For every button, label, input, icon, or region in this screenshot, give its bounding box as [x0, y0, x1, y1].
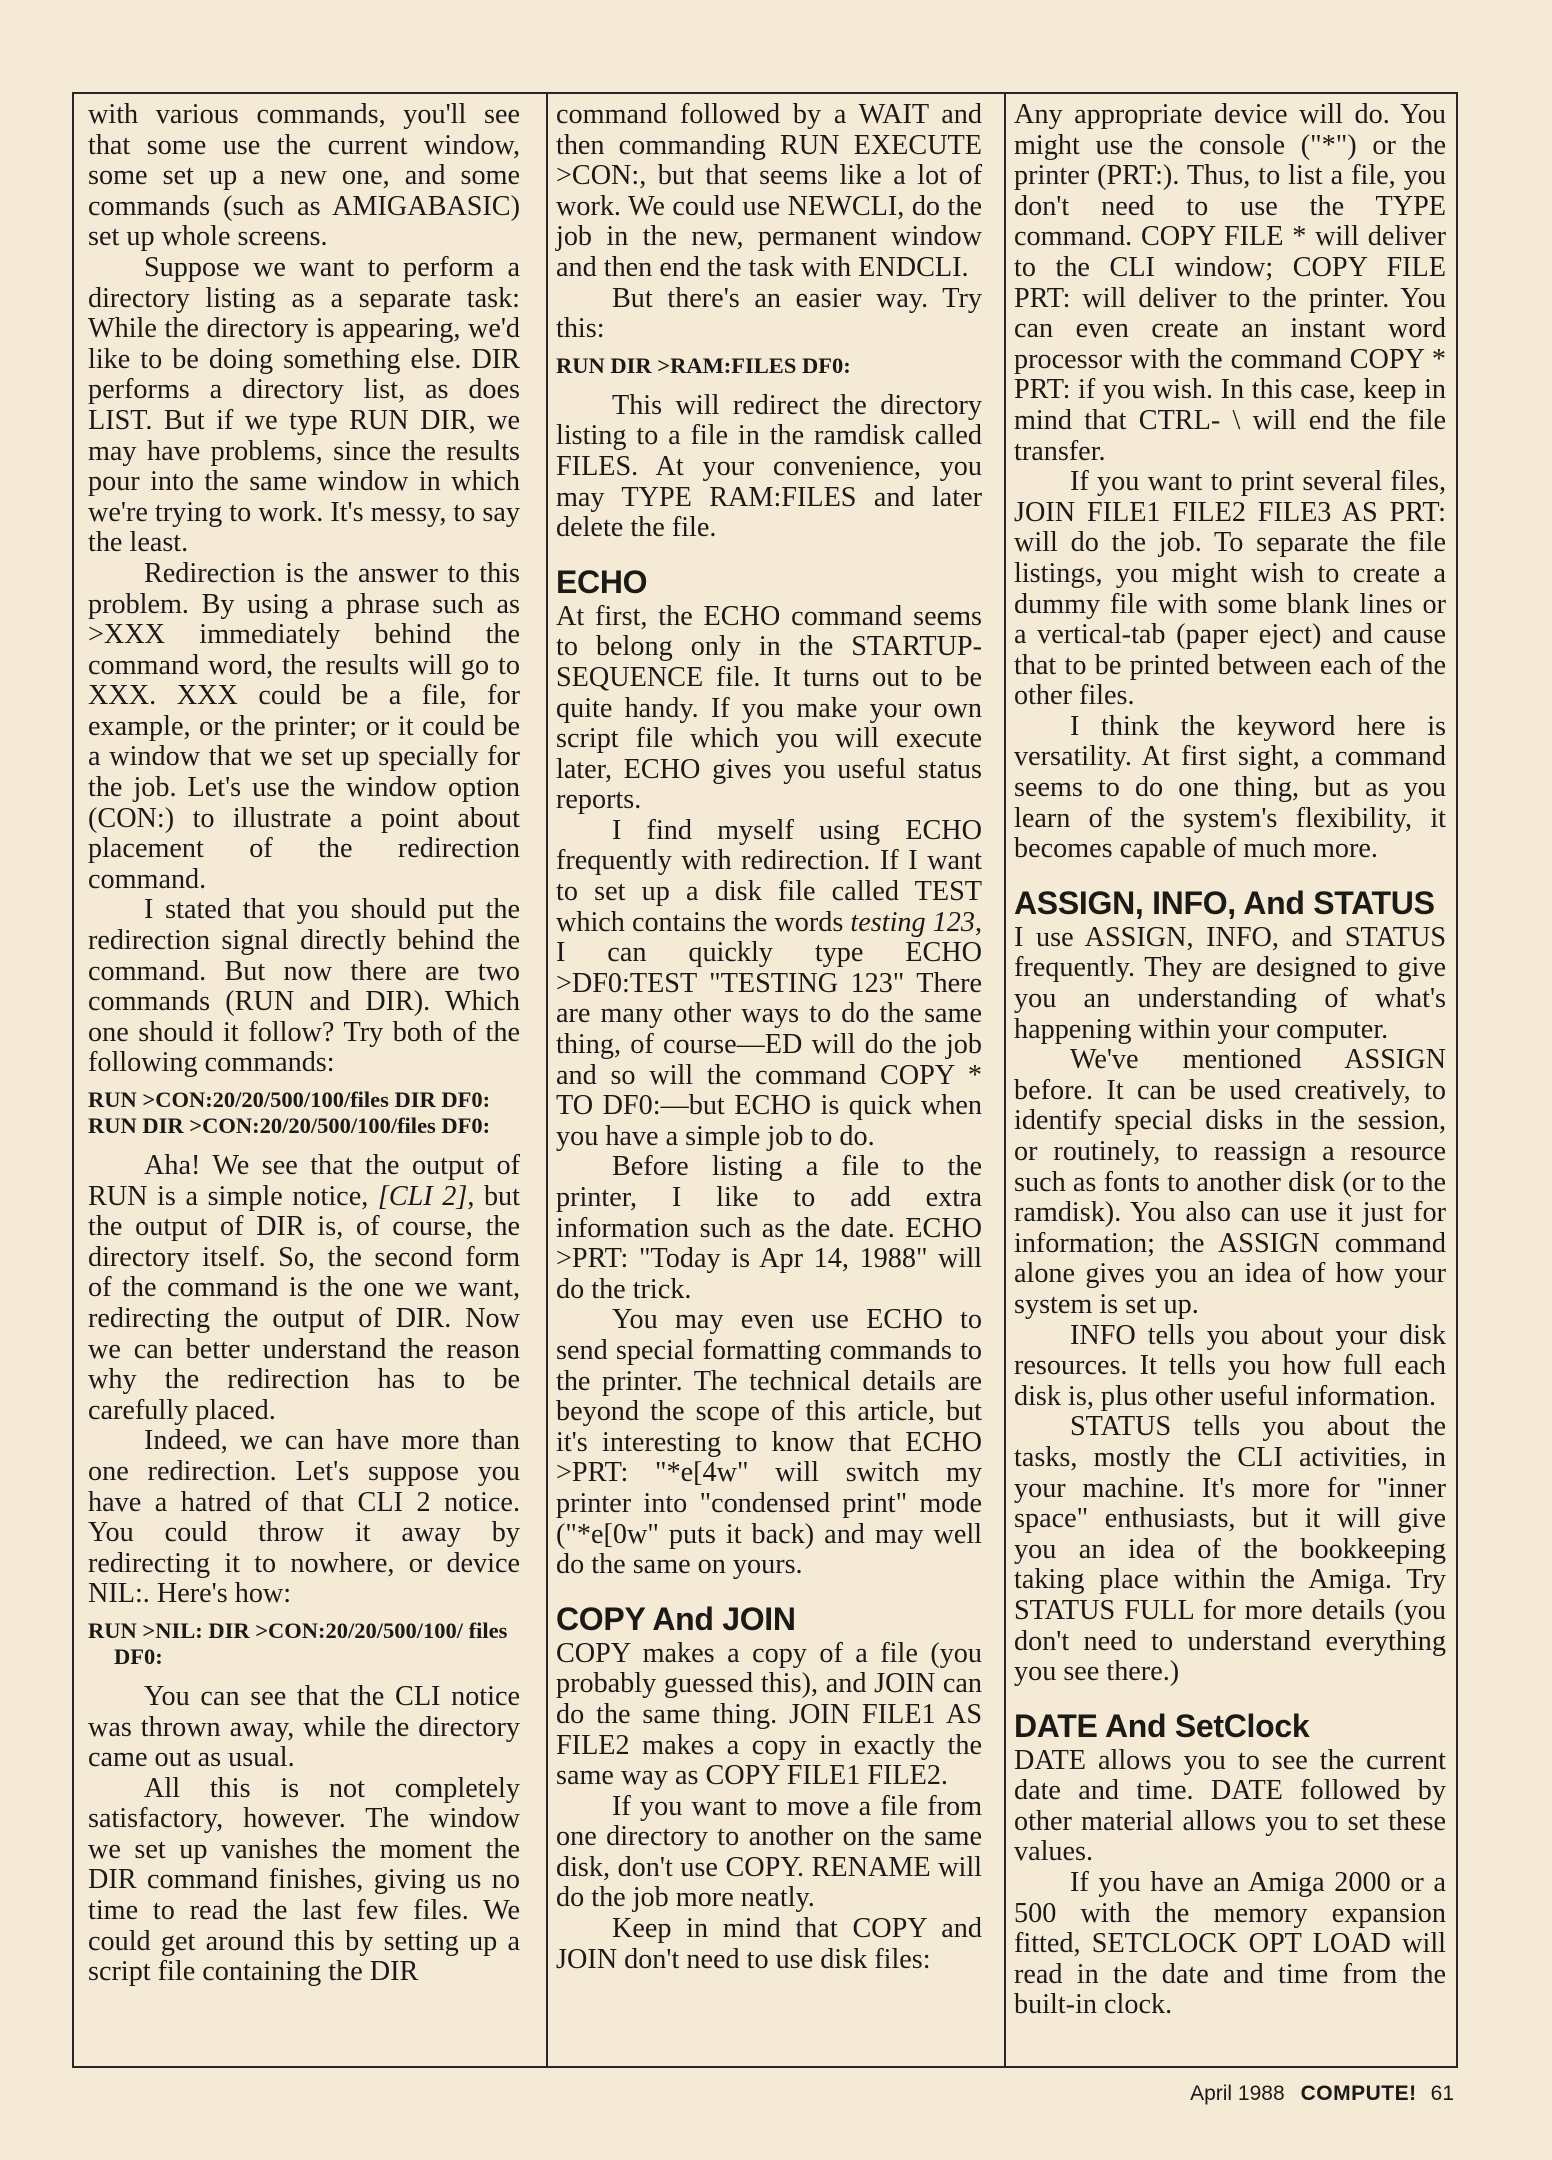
paragraph: If you have an Amiga 2000 or a 500 with the memory expansion fitted, SETCLOCK OPT LOAD will read in the date and time from the built-in clock. [1014, 1867, 1446, 2021]
code-block [88, 1087, 520, 1139]
paragraph: STATUS tells you about the tasks, mostly the CLI activities, in your machine. It's more for "inner space" enthusiasts, but it will give you an idea of the bookkeeping taking place within the Amiga. Try STATUS FULL for more details (you don't need to understand everything you see there.) [1014, 1411, 1446, 1688]
paragraph: command followed by a WAIT and then commanding RUN EXECUTE >CON:, but that seems like a lot of work. We could use NEWCLI, do the job in the new, permanent window and then end the task with ENDCLI. [556, 99, 982, 283]
code-line: RUN DIR >CON:20/20/500/100/files DF0: [88, 1113, 491, 1138]
column-1 [88, 100, 520, 1988]
section-heading-echo: ECHO [556, 563, 648, 600]
section-heading-assign: ASSIGN, INFO, And STATUS [1014, 884, 1435, 921]
text-run: Aha! We see that the output of RUN is a simple notice, [88, 1150, 520, 1212]
code-block [88, 1618, 520, 1670]
paragraph: COPY makes a copy of a file (you probably guessed this), and JOIN can do the same thing. JOIN FILE1 AS FILE2 makes a copy in exactly the same way as COPY FILE1 FILE2. [556, 1637, 982, 1792]
text-run: , but the output of DIR is, of course, the directory itself. So, the second form of the command is the one we want, redirecting the output of DIR. Now we can better understand the reason why the redirection has to be carefully placed. [88, 1180, 520, 1426]
text-run: , I can quickly type ECHO >DF0:TEST "TESTING 123" There are many other ways to do the same thing, of course—ED will do the job and so will the command COPY * TO DF0:—but ECHO is quick when you have a simple job to do. [556, 906, 982, 1152]
paragraph: I think the keyword here is versatility. At first sight, a command seems to do one thing, but as you learn of the system's flexibility, it becomes capable of much more. [1014, 710, 1446, 865]
column-3 [1014, 100, 1446, 2021]
paragraph: If you want to print several files, JOIN FILE1 FILE2 FILE3 AS PRT: will do the job. To separate the file listings, you might wish to create a dummy file with some blank lines or a vertical-tab (paper eject) and cause that to be printed between each of the other files. [1014, 466, 1446, 712]
code-line: RUN >NIL: DIR >CON:20/20/500/100/ files DF0: [88, 1617, 508, 1669]
column-divider [546, 92, 548, 2068]
paragraph: We've mentioned ASSIGN before. It can be used creatively, to identify special disks in the session, or routinely, to reassign a resource such as fonts to another disk (or to the ramdisk). You also can use it just for information; the ASSIGN command alone gives you an idea of how your system is set up. [1014, 1044, 1446, 1320]
page-footer [1190, 2082, 1454, 2106]
paragraph: with various commands, you'll see that some use the current window, some set up a new one, and some commands (such as AMIGABASIC) set up whole screens. [88, 99, 520, 253]
issue-date: April 1988 [1190, 2082, 1285, 2105]
paragraph [88, 1151, 520, 1426]
page-number: 61 [1430, 2082, 1454, 2105]
code-block [556, 353, 982, 379]
paragraph: Any appropriate device will do. You might use the console ("*") or the printer (PRT:). Thus, to list a file, you don't need to use the TYPE command. COPY FILE * will deliver to the CLI window; COPY FILE PRT: will deliver to the printer. You can even create an instant word processor with the command COPY * PRT: if you wish. In this case, keep in mind that CTRL- \ will end the file transfer. [1014, 99, 1446, 467]
paragraph: You can see that the CLI notice was thrown away, while the directory came out as usual. [88, 1680, 520, 1774]
paragraph: You may even use ECHO to send special formatting commands to the printer. The technical details are beyond the scope of this article, but it's interesting to know that ECHO >PRT: "*e[4w" will switch my printer into "condensed print" mode ("*e[0w" puts it back) and may well do the same on yours. [556, 1304, 982, 1581]
code-line: RUN DIR >RAM:FILES DF0: [556, 352, 851, 378]
paragraph: This will redirect the directory listing to a file in the ramdisk called FILES. At your convenience, you may TYPE RAM:FILES and later delete the file. [556, 389, 982, 544]
section-heading-date: DATE And SetClock [1014, 1707, 1310, 1744]
paragraph: If you want to move a file from one directory to another on the same disk, don't use COPY. RENAME will do the job more neatly. [556, 1790, 982, 1914]
paragraph: Before listing a file to the printer, I like to add extra information such as the date. ECHO >PRT: "Today is Apr 14, 1988" will do the trick. [556, 1151, 982, 1305]
paragraph: At first, the ECHO command seems to belong only in the STARTUP-SEQUENCE file. It turns out to be quite handy. If you make your own script file which you will execute later, ECHO gives you useful status reports. [556, 600, 982, 816]
column-divider [1004, 92, 1006, 2068]
paragraph: But there's an easier way. Try this: [556, 282, 982, 345]
column-2 [556, 100, 982, 1975]
paragraph: I use ASSIGN, INFO, and STATUS frequently. They are designed to give you an understanding of what's happening within your computer. [1014, 921, 1446, 1045]
magazine-name: COMPUTE! [1300, 2082, 1417, 2105]
cli-notice: [CLI 2] [377, 1180, 468, 1212]
section-heading-copy-join: COPY And JOIN [556, 1600, 796, 1637]
paragraph: Suppose we want to perform a directory listing as a separate task: While the directory is appearing, we'd like to be doing something else. DIR performs a directory list, as does LIST. But if we type RUN DIR, we may have problems, since the results pour into the same window in which we're trying to work. It's messy, to say the least. [88, 251, 520, 559]
italic-text: testing 123 [850, 906, 975, 938]
paragraph: Indeed, we can have more than one redirection. Let's suppose you have a hatred of that CLI 2 notice. You could throw it away by redirecting it to nowhere, or device NIL:. Here's how: [88, 1425, 520, 1610]
text-run: I find myself using ECHO frequently with redirection. If I want to set up a disk file called TEST which contains the words [556, 814, 982, 938]
code-line: RUN >CON:20/20/500/100/files DIR DF0: [88, 1087, 491, 1112]
paragraph: DATE allows you to see the current date and time. DATE followed by other material allows you to set these values. [1014, 1744, 1446, 1868]
paragraph: Keep in mind that COPY and JOIN don't need to use disk files: [556, 1913, 982, 1975]
paragraph: Redirection is the answer to this problem. By using a phrase such as >XXX immediately behind the command word, the results will go to XXX. XXX could be a file, for example, or the printer; or it could be a window that we set up specially for the job. Let's use the window option (CON:) to illustrate a point about placement of the redirection command. [88, 557, 520, 895]
paragraph: INFO tells you about your disk resources. It tells you how full each disk is, plus other useful information. [1014, 1319, 1446, 1412]
paragraph [556, 816, 982, 1153]
paragraph: All this is not completely satisfactory, however. The window we set up vanishes the moment the DIR command finishes, giving us no time to read the last few files. We could get around this by setting up a script file containing the DIR [88, 1772, 520, 1988]
paragraph: I stated that you should put the redirection signal directly behind the command. But now there are two commands (RUN and DIR). Which one should it follow? Try both of the following commands: [88, 894, 520, 1079]
